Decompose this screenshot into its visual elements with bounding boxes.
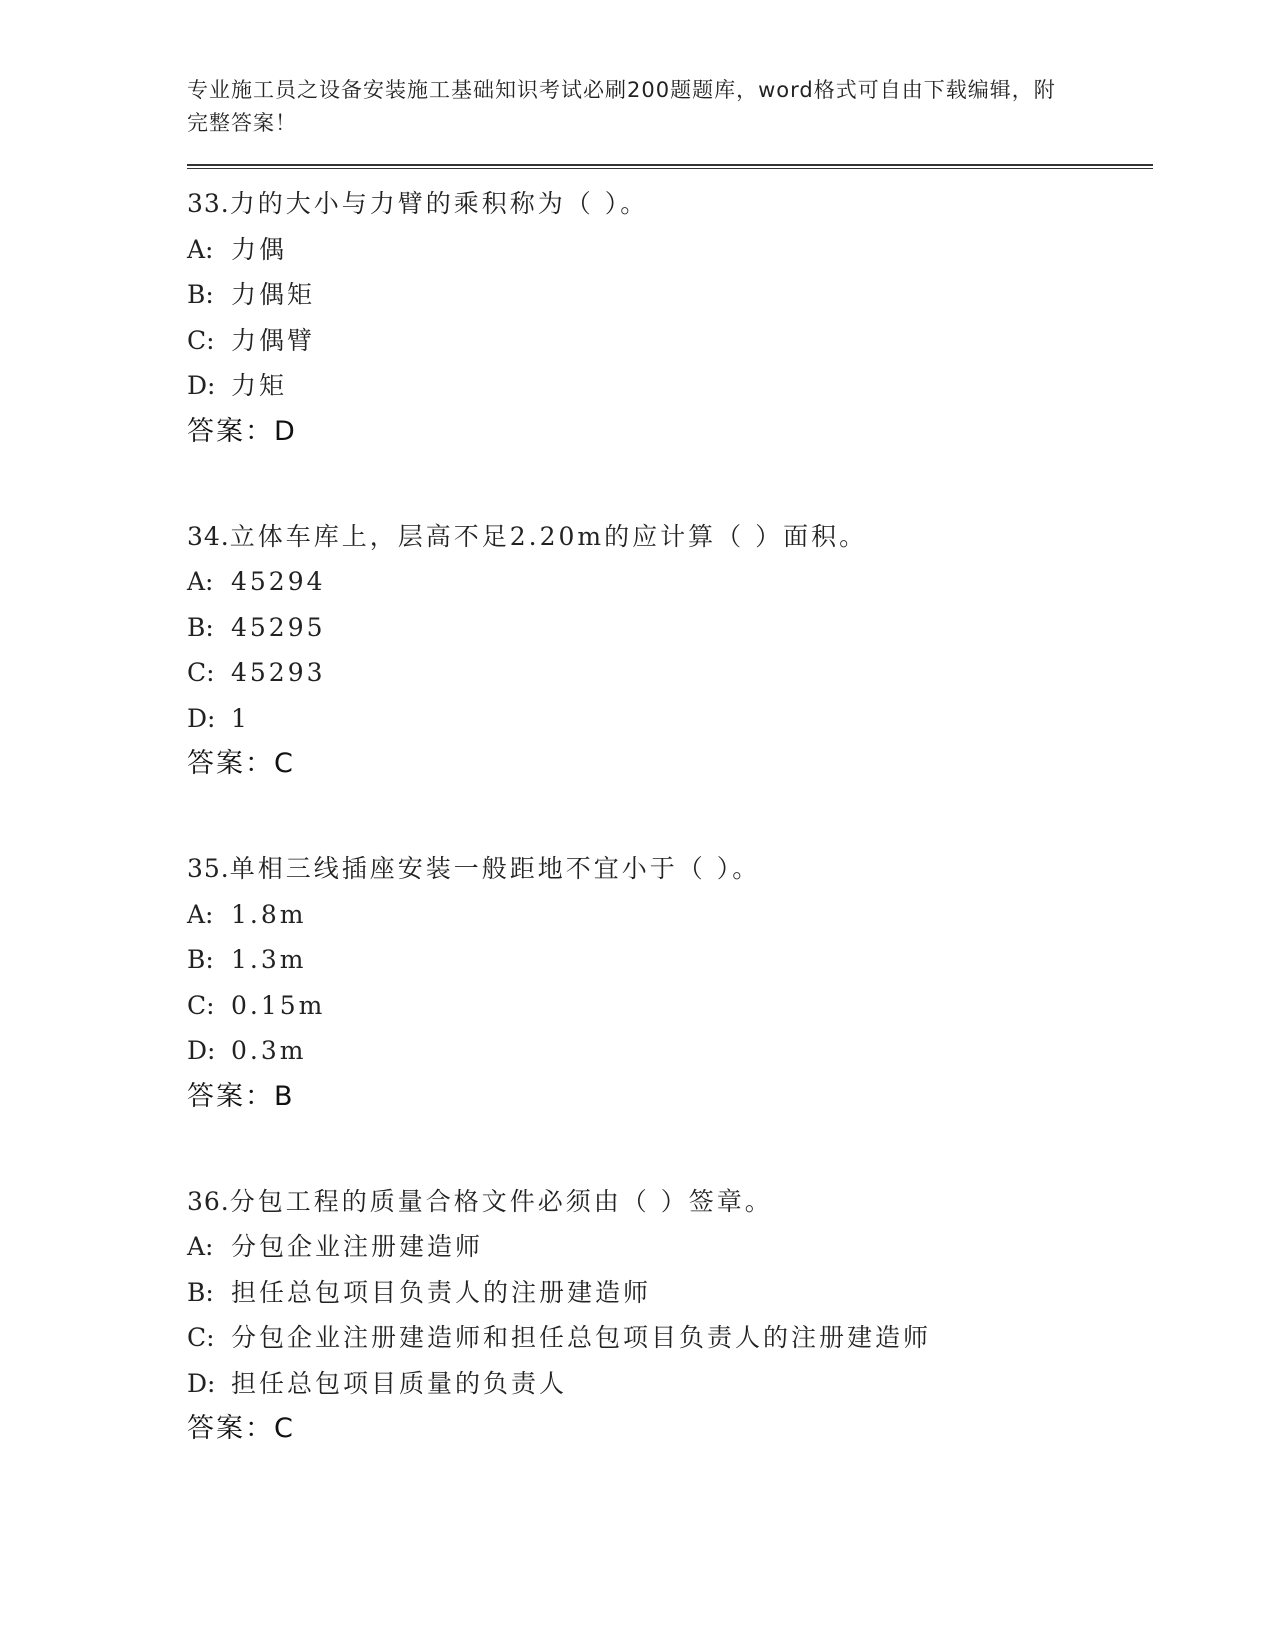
answer-option	[187, 272, 1153, 318]
question-number: 34.	[187, 521, 230, 551]
answer-line	[187, 741, 1153, 787]
answer-label: 答案：	[187, 1413, 274, 1444]
question-number: 36.	[187, 1186, 230, 1216]
question-stem: 单相三线插座安装一般距地不宜小于（ ）。	[229, 854, 761, 883]
answer-option	[187, 1315, 1153, 1361]
option-text: 力偶	[231, 234, 288, 264]
option-text: 45294	[231, 567, 326, 596]
answer-label: 答案：	[187, 748, 274, 779]
question-stem-line	[187, 514, 1153, 560]
answer-option	[187, 650, 1153, 696]
option-text: 力偶臂	[231, 325, 316, 355]
answer-option	[187, 318, 1153, 364]
question-block	[187, 846, 1153, 1120]
answer-line	[187, 409, 1153, 455]
header-divider	[187, 164, 1153, 169]
option-key: C:	[187, 990, 215, 1020]
answer-value: B	[274, 1080, 295, 1112]
question-number: 35.	[187, 854, 230, 883]
option-key: C:	[187, 658, 215, 687]
answer-option	[187, 937, 1153, 983]
question-number: 33.	[187, 189, 230, 218]
option-key: D:	[187, 1036, 216, 1065]
answer-value: C	[274, 1413, 295, 1444]
option-text: 45295	[231, 612, 326, 642]
option-text: 力偶矩	[231, 280, 316, 309]
option-text: 0.3m	[231, 1036, 307, 1065]
question-stem: 立体车库上，层高不足2.20m的应计算（ ）面积。	[229, 521, 868, 551]
option-text: 力矩	[231, 371, 288, 400]
question-block	[187, 514, 1153, 788]
option-key: A:	[187, 1232, 214, 1261]
question-stem-line	[187, 846, 1153, 892]
answer-option	[187, 559, 1153, 605]
option-text: 分包企业注册建造师	[231, 1232, 484, 1261]
option-key: B:	[187, 612, 214, 642]
option-text: 1	[231, 703, 250, 733]
question-stem: 分包工程的质量合格文件必须由（ ）签章。	[229, 1186, 773, 1216]
option-text: 1.8m	[231, 899, 307, 929]
question-stem: 力的大小与力臂的乘积称为（ ）。	[229, 189, 649, 218]
question-list	[187, 181, 1153, 1452]
option-text: 担任总包项目负责人的注册建造师	[231, 1277, 652, 1307]
answer-option	[187, 1224, 1153, 1270]
answer-option	[187, 605, 1153, 651]
option-key: A:	[187, 234, 214, 264]
option-text: 0.15m	[231, 990, 326, 1020]
option-text: 分包企业注册建造师和担任总包项目负责人的注册建造师	[231, 1323, 932, 1352]
document-page	[187, 74, 1153, 1452]
answer-option	[187, 983, 1153, 1029]
answer-option	[187, 1361, 1153, 1407]
question-stem-line	[187, 1179, 1153, 1225]
answer-label: 答案：	[187, 1080, 274, 1112]
question-stem-line	[187, 181, 1153, 227]
answer-option	[187, 696, 1153, 742]
option-key: B:	[187, 1277, 214, 1307]
option-key: A:	[187, 567, 214, 596]
answer-line	[187, 1406, 1153, 1452]
question-block	[187, 181, 1153, 455]
option-text: 担任总包项目质量的负责人	[231, 1368, 568, 1398]
option-key: D:	[187, 371, 216, 400]
option-key: B:	[187, 945, 214, 974]
answer-option	[187, 1028, 1153, 1074]
answer-option	[187, 363, 1153, 409]
option-key: A:	[187, 899, 214, 929]
option-key: D:	[187, 1368, 216, 1398]
option-text: 1.3m	[231, 945, 307, 974]
option-key: D:	[187, 703, 216, 733]
answer-line	[187, 1074, 1153, 1120]
answer-label: 答案：	[187, 415, 274, 447]
answer-option	[187, 892, 1153, 938]
answer-option	[187, 227, 1153, 273]
answer-option	[187, 1270, 1153, 1316]
option-key: C:	[187, 1323, 215, 1352]
document-title: 专业施工员之设备安装施工基础知识考试必刷200题题库，word格式可自由下载编辑，附完整答案！	[187, 78, 1056, 135]
answer-value: D	[274, 415, 297, 447]
answer-value: C	[274, 748, 295, 779]
option-key: C:	[187, 325, 215, 355]
option-key: B:	[187, 280, 214, 309]
option-text: 45293	[231, 658, 326, 687]
question-block	[187, 1179, 1153, 1453]
